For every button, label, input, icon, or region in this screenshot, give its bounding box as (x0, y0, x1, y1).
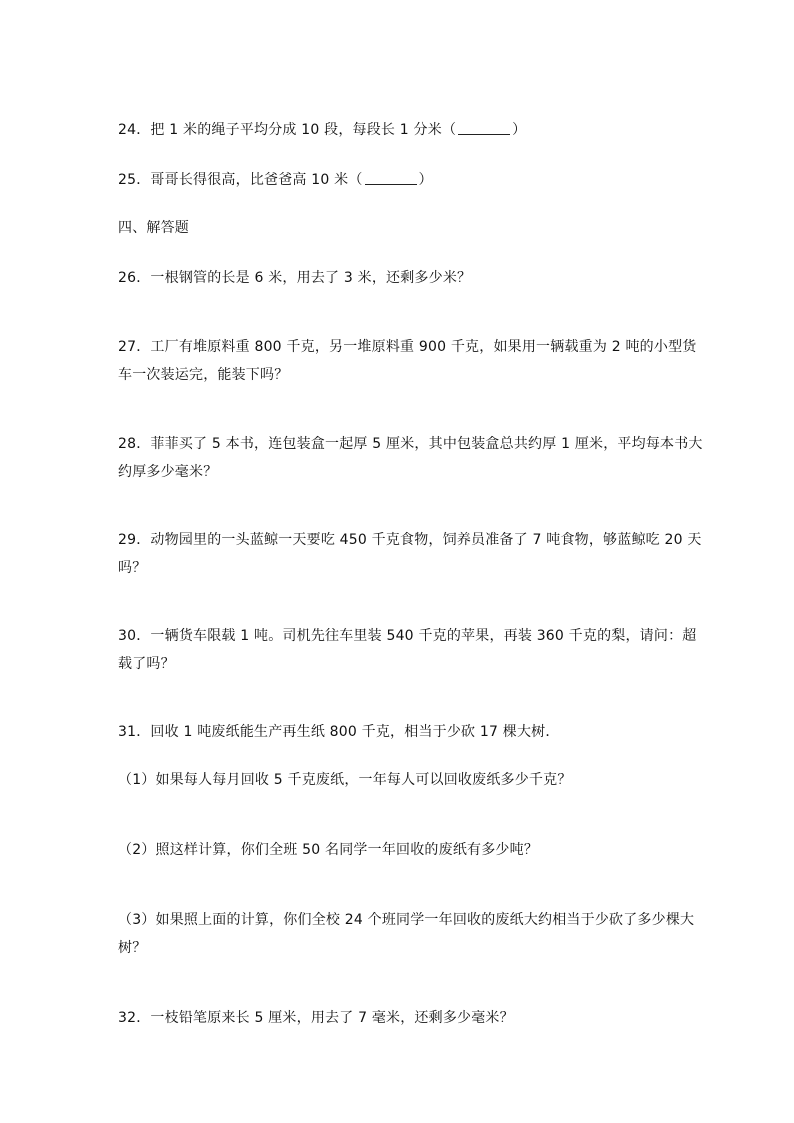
section-heading: 四、解答题 (118, 220, 189, 236)
question-31-part-3-line-2: 树？ (118, 940, 147, 956)
question-24-text: 24．把 1 米的绳子平均分成 10 段，每段长 1 分米（ (118, 122, 457, 138)
question-24 (118, 116, 678, 144)
question-30-line-1: 30．一辆货车限载 1 吨。司机先往车里装 540 千克的苹果，再装 360 千克的梨，请问：超 (118, 628, 697, 644)
question-29-line-2: 吗？ (118, 560, 147, 576)
question-25-text: 25．哥哥长得很高，比爸爸高 10 米（ (118, 172, 363, 188)
question-25-close: ） (418, 172, 433, 188)
question-32: 32．一枝铅笔原来长 5 厘米，用去了 7 毫米，还剩多少毫米？ (118, 1010, 514, 1026)
question-31-part-3-line-1: （3）如果照上面的计算，你们全校 24 个班同学一年回收的废纸大约相当于少砍了多少棵大 (118, 912, 695, 928)
question-28-line-1: 28．菲菲买了 5 本书，连包装盒一起厚 5 厘米，其中包装盒总共约厚 1 厘米，平均每本书大 (118, 436, 703, 452)
answer-blank-25[interactable] (365, 170, 417, 185)
question-28-line-2: 约厚多少毫米？ (118, 464, 218, 480)
question-25 (118, 166, 678, 194)
question-31-part-2: （2）照这样计算，你们全班 50 名同学一年回收的废纸有多少吨？ (118, 842, 539, 858)
question-27-line-2: 车一次装运完，能装下吗？ (118, 367, 289, 383)
question-31-stem: 31．回收 1 吨废纸能生产再生纸 800 千克，相当于少砍 17 棵大树． (118, 724, 560, 740)
question-27-line-1: 27．工厂有堆原料重 800 千克，另一堆原料重 900 千克，如果用一辆载重为 2 吨的小型货 (118, 339, 697, 355)
question-24-close: ） (512, 122, 527, 138)
question-29-line-1: 29．动物园里的一头蓝鲸一天要吃 450 千克食物，饲养员准备了 7 吨食物，够蓝鲸吃 20 天 (118, 532, 702, 548)
answer-blank-24[interactable] (458, 120, 510, 135)
question-30-line-2: 载了吗？ (118, 656, 175, 672)
question-31-part-1: （1）如果每人每月回收 5 千克废纸，一年每人可以回收废纸多少千克？ (118, 772, 572, 788)
question-26: 26．一根钢管的长是 6 米，用去了 3 米，还剩多少米？ (118, 270, 472, 286)
